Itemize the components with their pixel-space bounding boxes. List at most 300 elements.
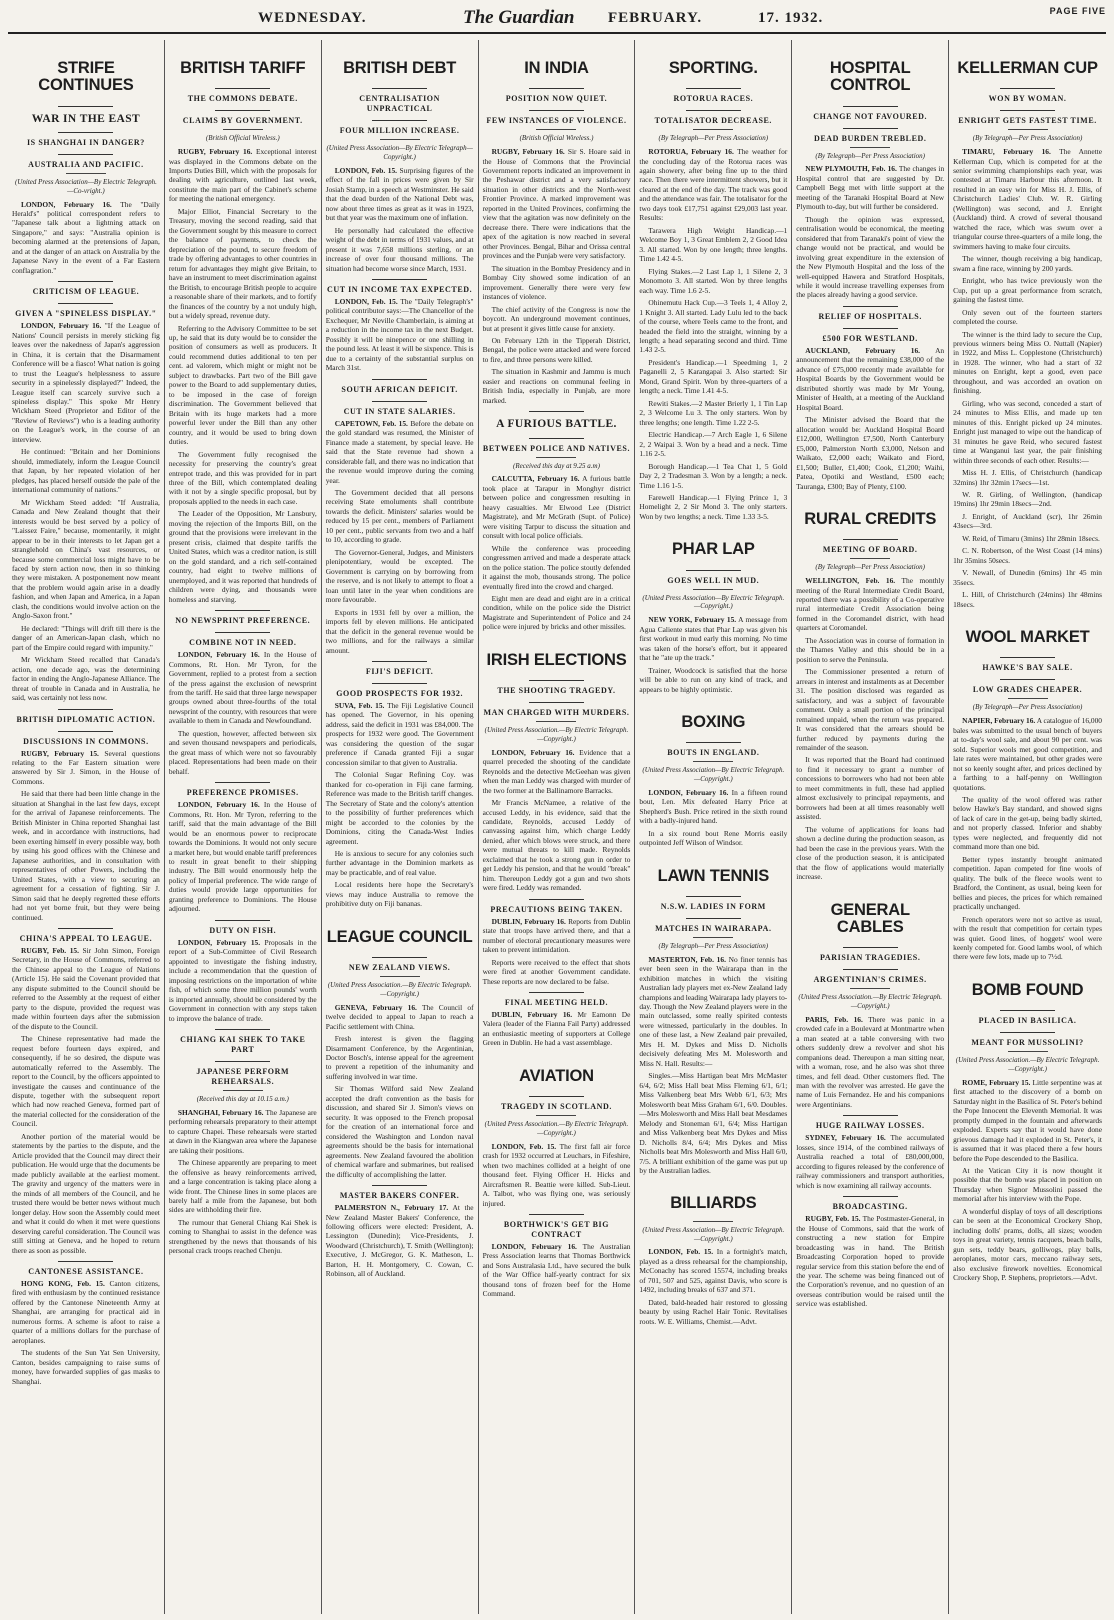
dateline: LONDON, February 15. [177, 937, 261, 947]
paragraph [953, 1166, 1102, 1204]
headline: IN INDIA [524, 59, 589, 77]
dateline: LONDON, February 16. [491, 1241, 577, 1251]
paragraph-text: Farewell Handicap.—1 Flying Prince 1, 3 Homelight 2, 2 Sir Mond 3. The only starters. Won by two lengths; a neck. Time 1.33 3-5. [639, 493, 788, 521]
dateline: SHANGHAI, February 16. [177, 1107, 264, 1117]
paragraph-text: The chief activity of the Congress is now the boycott. An underground movement continues, but at present it gives little cause for anxiety. [482, 304, 631, 333]
paragraph [796, 755, 944, 821]
dateline: MASTERTON, Feb. 16. [648, 954, 726, 964]
paragraph-text: The Japanese are performing rehearsals preparatory to their attempt to capture Chapei. These rehearsals were started at dawn in the Kiangwan area where the Japanese are taking their positions. [168, 1107, 317, 1155]
newspaper-columns [8, 40, 1106, 1614]
dateline: WELLINGTON, Feb. 16. [805, 576, 896, 586]
masthead-page-number: PAGE FIVE [1049, 6, 1106, 16]
paragraph-text: The Chinese apparently are preparing to meet the offensive as heavy reinforcements arrived, and a large concentration is taking place along a wide front. The Chinese lines in some places are barely half a mile from the Japanese, but both sides are withholding their fire. [168, 1158, 317, 1215]
paragraph-text: The Governor-General, Judges, and Ministers plenipotentiary, would be excepted. The Government is carrying on by borrowing from the reserve, and is not likely to attempt to float a loan until later in the year when conditions are more favourable. [325, 547, 474, 605]
wire-credit: (United Press Association—By Electric Telegraph.—Copyright.) [639, 761, 787, 784]
paragraph [483, 147, 631, 261]
subheadline: CUT IN INCOME TAX EXPECTED. [326, 279, 474, 295]
paragraph-text: Surprising figures of the effect of the fall in prices were given by Sir Josiah Stamp, in a speech at Westminster. He said that the dead burden of the National Debt was, now about three times as great as it was in 1923, but that year was the maximum one of inflation. [325, 165, 474, 223]
paragraph-text: The Postmaster-General, in the House of Commons, said that the work of constructing a new station for Empire broadcasting was in hand. The British Broadcasting Corporation hoped to provide regular service from this station before the end of the year. The scheme was being financed out of the Corporation's revenue, and no question of an overseas contribution would be raised until the service was established. [796, 1214, 945, 1309]
paragraph [483, 264, 631, 302]
paragraph-text: At the New Zealand Master Bakers' Conference, the following officers were elected: President, A. Lessington (Dunedin); Vice-Presidents, J. Woodward (Christchurch), T. Smith (Wellington); Executive, J. McGregor, G. K. Matheson, L. Barton, H. H. Montgomery, C. Cowan, C. Robinson, all of Auckland. [325, 1203, 474, 1279]
paragraph [639, 666, 787, 694]
headline: BILLIARDS [670, 1194, 757, 1213]
paragraph-text: In a fortnight's match, played as a dress rehearsal for the championship, McConachy has scored 15574, including breaks of 701, 507 and 525, against Davis, who score is 1492, including breaks of 637 and 371. [639, 1247, 788, 1295]
paragraph-text: Singles.—Miss Hartigan beat Mrs McMaster 6/4, 6/2; Miss Hall beat Miss Fleming 6/1, 6/1; Miss Valkenberg beat Mrs Webb 6/1, 6/3; Mrs Molesworth beat Miss Graham 6/1, 6/0. Doubles.—Mrs Molesworth and Miss Hall beat Mesdames Melody and Stoneman 6/1, 6/4; Miss Hartigan and Miss Valkenberg beat Mrs Dykes and Miss D. Nicholls 8/4, 6/4; Mrs Dykes and Miss Nicholls beat Mrs Molesworth and Miss Hall 6/0, 7/5. A brilliant exhibition of the game was put up by the Australian ladies. [639, 1071, 788, 1175]
subheadline: PLACED IN BASILICA. [953, 1010, 1102, 1026]
wire-credit: (By Telegraph—Per Press Association) [953, 698, 1102, 712]
paragraph-text: Exceptional interest was displayed in the Commons debate on the Imports Duties Bill, which with the proposals for dealing with agriculture, outlined last week, constitute the main part of the Cabinet's scheme for meeting the national emergency. [168, 147, 317, 204]
subheadline: PRECAUTIONS BEING TAKEN. [483, 899, 631, 915]
paragraph [169, 938, 317, 1023]
subheadline: IS SHANGHAI IN DANGER? [12, 132, 160, 148]
paragraph-text: Local residents here hope the Secretary's views may induce Australia to remove the prohibitive duty on Fiji bananas. [325, 880, 474, 909]
dateline: LONDON, February 16. [648, 787, 729, 797]
subheadline: THE SHOOTING TRAGEDY. [483, 680, 631, 696]
dateline: PARIS, Feb. 16. [805, 1014, 863, 1024]
wire-credit: (United Press Association—By Electric Telegraph—Copyright.) [326, 139, 474, 162]
dateline: SYDNEY, February 16. [805, 1133, 886, 1143]
paragraph-text: Before the debate on the gold standard was resumed, the Minister of Finance made a statement, by special leave. He said that the State revenue had shown a considerable fall, and there was no indication that the revenue would improve during the coming year. [325, 418, 474, 485]
column-2 [165, 40, 322, 1614]
paragraph [953, 147, 1102, 251]
paragraph [483, 1242, 631, 1299]
paragraph-text: Though the opinion was expressed, centralisation would be economical, the meeting considered that from Taranaki's point of view the change would not be practical, and would be involving great expenditure in the extension of the New Plymouth Hospital and the loss of the well-equipped Hawera and Stratford Hospitals, while it would increase travelling expenses from the places already having a good service. [796, 214, 945, 300]
article [796, 306, 944, 491]
dateline: PALMERSTON N., February 17. [334, 1203, 449, 1213]
subheadline: MATCHES IN WAIRARAPA. [639, 918, 787, 934]
paragraph [12, 1348, 160, 1386]
paragraph [953, 468, 1102, 487]
article [483, 899, 631, 986]
paragraph [639, 493, 787, 521]
article [326, 40, 474, 273]
paragraph [953, 254, 1102, 273]
paragraph-text: While the conference was proceeding congressmen arrived and made a desperate attack on the police station. The police stoutly defended it against the mob, thousands strong. The police eventually fired into the crowd and charged. [482, 543, 631, 591]
subheadline: MAN CHARGED WITH MURDERS. [483, 702, 631, 718]
paragraph-text: The weather for the concluding day of the Rotorua races was again showery, after being fine up to the third race. Then there were intermittent showers, but it cleared at the end of the day. The track was good and the attendance was fair. The totalisator for the two days took £17,751 against £29,003 last year. Results: [639, 147, 788, 223]
paragraph [639, 298, 787, 355]
article [12, 40, 160, 275]
paragraph-text: The first fall air force crash for 1932 occurred at Leuchars, in Fifeshire, when two machines collided at a height of one thousand feet. Flying Officer H. Hicks and Aircraftsmen R. Beattie were killed. Sub-Lieut. A. Talbot, who was flying one, was seriously injured. [482, 1141, 631, 1208]
article [953, 615, 1102, 962]
paragraph [326, 1084, 474, 1179]
subheadline: FOUR MILLION INCREASE. [326, 120, 474, 136]
dateline: DUBLIN, February 16. [491, 916, 566, 926]
paragraph [483, 798, 631, 893]
paragraph-text: Several questions relating to the Far Eastern situation were answered by Sir J. Simon, in the House of Commons. [12, 748, 160, 786]
paragraph-text: The situation in the Bombay Presidency and in Bombay City showed some indication of an improvement. Generally there were very few instances of violence. [482, 263, 631, 302]
paragraph-text: Better types instantly brought animated competition. Japan competed for fine wools of quality. The bulk of the fleece wools went to Bradford, the Continent, as usual, being keen for bellies and pieces, the prices for which remained practically unchanged. [953, 854, 1102, 912]
paragraph [639, 147, 787, 223]
headline: BRITISH DEBT [343, 59, 457, 77]
paragraph [326, 1003, 474, 1031]
subheadline: FEW INSTANCES OF VIOLENCE. [483, 110, 631, 126]
paragraph [326, 770, 474, 846]
paragraph-text: A catalogue of 16,000 bales was submitted to the usual bench of buyers at to-day's wool sale, and about 90 per cent. was sold. Superior wools met good competition, and late rates were maintained, but other grades were not so keenly sought after, and prices declined by a farthing to a half-penny on Wellington quotations. [953, 716, 1102, 792]
paragraph [483, 594, 631, 632]
paragraph [326, 880, 474, 908]
paragraph [12, 946, 160, 1031]
subheadline: PREFERENCE PROMISES. [169, 782, 317, 798]
headline: RURAL CREDITS [804, 509, 937, 528]
paragraph-text: The Colonial Sugar Refining Coy. was thanked for co-operation in Fiji cane farming. Reference was made to the British tariff changes. The Secretary of State and the colony's attention to the possibility of further preferences which might be accorded to the colonies by the Dominions, citing the Canada-West Indies agreement. [325, 770, 474, 846]
headline: LEAGUE COUNCIL [326, 927, 473, 946]
article [639, 700, 787, 848]
paragraph [12, 1132, 160, 1255]
paragraph [326, 1203, 474, 1279]
paragraph [12, 447, 160, 494]
paragraph [953, 568, 1102, 587]
dateline: NAPIER, February 16. [962, 716, 1036, 726]
article [169, 40, 317, 604]
paragraph-text: There was panic in a crowded cafe in a Boulevard at Montmartre when a man seated at a table conversing with two others suddenly drew a revolver and shot his companions dead. Thereupon a man sitting near, with a woman, rose, and he also was shot three times, and fell dead. Other customers fled. The man with the revolver was arrested. He gave the name of Luis Fernandez. He and his companions were Argentinians. [796, 1014, 945, 1109]
paragraph-text: C. N. Robertson, of the West Coast (14 mins) 1hr 35mins 50secs. [953, 546, 1102, 565]
paragraph [796, 825, 944, 882]
paragraph-text: Enright, who has twice previously won the Cup, put up a great performance from scratch, gaining the fastest time. [953, 276, 1102, 305]
paragraph [483, 544, 631, 591]
dateline: LONDON, February 16. [177, 650, 260, 660]
article [639, 854, 787, 1176]
dateline: GENEVA, February 16. [334, 1002, 417, 1012]
paragraph [796, 667, 944, 752]
paragraph-text: W. R. Girling, of Wellington, (handicap 19mins) 1hr 29min 18secs—2nd. [953, 490, 1102, 509]
subheadline: AUSTRALIA AND PACIFIC. [12, 154, 160, 170]
paragraph-text: Exports in 1931 fell by over a million, the imports fell by eleven millions. He anticipated that the deficit in the general revenue would be two millions, and for the railways a similar amount. [325, 607, 474, 655]
dateline: LONDON, February 16. [21, 321, 102, 331]
paragraph-text: Reports from Dublin state that troops have arrived there, and that a number of electoral precautionary measures were taken to prevent intimidation. [482, 916, 631, 955]
dateline: LONDON, February 16. [491, 747, 575, 757]
paragraph-text: The monthly meeting of the Rural Intermediate Credit Board, reported there was a possibility of a Co-operative rural intermediate Credit Association being formed in the Coromandel district, with head quarters at Coromandel. [796, 576, 945, 633]
subheadline: GOOD PROSPECTS FOR 1932. [326, 683, 474, 699]
paragraph-text: Sir John Simon, Foreign Secretary, in the House of Commons, referred to the Chinese appeal to the League of Nations (Article 15). He said the Covenant provided that any dispute submitted to the Council should be referred to the Assembly at the request of either party to the dispute, provided the request was made within fourteen days after the submission of the dispute to the Council. [12, 945, 160, 1031]
wire-credit: (United Press Association.—By Electric Telegraph.—Copyright.) [953, 1051, 1102, 1074]
article [169, 1029, 317, 1256]
paragraph-text: The Government fully recognised the necessity for preserving the country's great entrepot trade, and this was provided for in part three of the Bill, which contemplated dealing with it not by a single specific proposal, but by proposals applied to the needs in each case. [168, 449, 317, 506]
wire-credit: (By Telegraph—Per Press Association) [953, 129, 1102, 143]
paragraph [483, 1010, 631, 1048]
article [796, 1115, 944, 1190]
paragraph [953, 855, 1102, 912]
paragraph-text: Mr Eamonn De Valera (leader of the Fianna Fail Party) addressed an enthusiastic meeting of supporters at College Green in Dublin. He had a vast assemblage. [482, 1010, 631, 1048]
paragraph [639, 430, 787, 458]
paragraph-text: Referring to the Advisory Committee to be set up, he said that its duty would be to consider the position of consumers as well as producers. It could recommend duties additional to ten per cent. ad valorem, which might or might not be subject to drawbacks. Part two of the Bill gave power to the Board to add supplementary duties, to be imposed in the case of foreign discrimination. The Government believed that Britain with its huge markets had a more powerful lever under the Bill than any other country, and it would be used to bring down duties. [168, 323, 317, 447]
paragraph-text: Dated, bald-headed hair restored to glossing beauty by using Rachel Hair Tonic. Revitalises roots. W. E. Williams, Chemist.—Advt. [639, 1297, 788, 1326]
column-4 [479, 40, 636, 1614]
paragraph [953, 512, 1102, 531]
paragraph-text: W. Reid, of Timaru (3mins) 1hr 28min 18secs. [962, 533, 1100, 543]
subheadline: PARISIAN TRAGEDIES. [796, 947, 944, 963]
paragraph-text: A message from Agua Caliente states that Phar Lap was given his first workout in mud early this morning. No time was taken of the horse's effort, but it appeared that he "ate up the track." [639, 615, 788, 663]
dateline: NEW YORK, February 15. [648, 615, 737, 625]
masthead-date: 17. 1932. [758, 10, 824, 26]
wire-credit: (United Press Association—By Electric Telegraph.—Co-vright.) [12, 173, 160, 196]
subheadline: MASTER BAKERS CONFER. [326, 1185, 474, 1201]
subheadline: HAWKE'S BAY SALE. [953, 657, 1102, 673]
paragraph-text: He continued: "Britain and her Dominions should, immediately, inform the League Council that Japan, by her repeated violation of her pledges, has placed herself outside the pale of the international community of nations." [12, 447, 160, 495]
paragraph [639, 226, 787, 264]
paragraph-text: The Government decided that all persons receiving State emoluments shall contribute towards the deficit. Ministers' salaries would be reduced by 15 per cent., members of Parliament 10 per cent., public servants from two and a half to 10, according to grade. [325, 488, 474, 545]
subheadline: CUT IN STATE SALARIES. [326, 401, 474, 417]
paragraph-text: He said that there had been little change in the situation at Shanghai in the last few days, except for the arrival of Japanese reinforcements. The British Minister in China reported Shanghai last week, and in accordance with instructions, had been exerting himself in every possible way, both by using his good offices with the Chinese and Japanese authorities, and in consultation with representatives of other Powers, including the United States, with a view to securing an agreement for a cessation of fighting. Sir J. Simon said that he deeply regretted these efforts had not yet borne fruit, but they were being continued. [12, 789, 160, 922]
paragraph [639, 1298, 787, 1326]
paragraph [326, 548, 474, 605]
dateline: RUGBY, February 16. [491, 147, 565, 157]
paragraph [169, 1218, 317, 1256]
paragraph [796, 576, 944, 633]
paragraph [326, 1034, 474, 1081]
dateline: ROME, February 15. [962, 1077, 1031, 1087]
subheadline: GOES WELL IN MUD. [639, 570, 787, 586]
headline: PHAR LAP [671, 540, 755, 559]
paragraph-text: The question, however, affected between six and seven thousand newspapers and periodicals, the great mass of which were not so favourably placed. Representations had been made on their behalf. [168, 728, 317, 776]
headline: WOOL MARKET [965, 628, 1090, 647]
subheadline: ROTORUA RACES. [639, 88, 787, 104]
paragraph-text: He declared: "Things will drift till there is the danger of an American-Japan clash, which no part of the Empire could regard with impunity." [12, 623, 160, 652]
paragraph [483, 917, 631, 955]
paragraph [12, 498, 160, 621]
subheadline: LOW GRADES CHEAPER. [953, 679, 1102, 695]
subheadline: WON BY WOMAN. [953, 88, 1102, 104]
paragraph [169, 800, 317, 914]
paragraph [326, 488, 474, 545]
paragraph-text: The Association was in course of formation in the Thames Valley and this should be in a position to serve the Peninsula. [796, 635, 945, 664]
subheadline: BORTHWICK'S GET BIG CONTRACT [483, 1214, 631, 1240]
paragraph [796, 415, 944, 491]
wire-credit: (Received this day at 9.25 a.m) [483, 457, 631, 471]
paragraph [639, 788, 787, 826]
subheadline: NEW ZEALAND VIEWS. [326, 957, 474, 973]
paragraph-text: He is anxious to secure for any colonies such further advantage in the Dominion markets as may be practicable, and of real value. [325, 849, 474, 877]
paragraph-text: It was reported that the Board had continued to find it necessary to grant a number of concessions to borrowers who had not been able to meet commitments in full, these had applied almost exclusively to principal repayments, and borrowers had been at all times reasonably well assisted. [796, 755, 945, 822]
paragraph [796, 1133, 944, 1190]
paragraph-text: Only seven out of the fourteen starters completed the course. [953, 307, 1102, 327]
paragraph [326, 226, 474, 273]
subheadline: RELIEF OF HOSPITALS. [796, 306, 944, 322]
masthead-day: WEDNESDAY. [258, 10, 367, 26]
paragraph-text: President's Handicap.—1 Speedming 1, 2 Paganelli 2, 5 Karangapai 3. Also started: Sir Mond, Grand Spirit. Won by three-quarters of a length; a neck. Time 1.41 4-5. [639, 357, 788, 396]
paragraph [483, 336, 631, 364]
paragraph [169, 1108, 317, 1155]
subheadline: CLAIMS BY GOVERNMENT. [169, 110, 317, 126]
article [796, 888, 944, 1110]
dateline: LONDON, Feb. 15. [334, 296, 398, 306]
paragraph-text: Proposals in the report of a Sub-Committee of Civil Research appointed to investigate the fishing industry, include a recommendation that the question of imposing restrictions on the importation of white fish, of which some three million pounds' worth is imported annually, should be considered by the Government in connection with any steps taken to improve the balance of trade. [168, 937, 317, 1023]
paragraph-text: In a fifteen round bout, Len. Mix defeated Harry Price at Shepherd's Bush. Price retired in the sixth round with a badly-injured hand. [639, 787, 788, 826]
column-6 [792, 40, 949, 1614]
paragraph-text: The quality of the wool offered was rather below Hawke's Bay standard, and showed signs of lack of care in the get-up, being badly skirted, and not properly classed. Inferior and shabby types were neglected, and frequently did not command more than one bid. [953, 794, 1102, 852]
paragraph [169, 729, 317, 776]
paragraph-text: The students of the Sun Yat Sen University, Canton, besides campaigning to raise sums of money, have forwarded supplies of gas masks to Shanghai. [12, 1348, 160, 1386]
paragraph [326, 849, 474, 877]
headline: STRIFE CONTINUES [38, 59, 134, 95]
paragraph-text: The Council of twelve decided to appeal to Japan to reach a Pacific settlement with China. [325, 1002, 474, 1031]
paragraph [483, 305, 631, 333]
subheadline: MEANT FOR MUSSOLINI? [953, 1032, 1102, 1048]
paragraph-text: A furious battle took place at Tarapur in Monghyr district between police and congressmen resulting in heavy casualties. Mr Elwood Lee (District Magistrate), and Mr McGrath (Supt. of Police) were visiting Tarpur to discuss the situation and consult with local police officials. [482, 474, 631, 541]
paragraph-text: The Commissioner presented a return of arrears in interest and instalments as at December 31. The position disclosed was regarded as satisfactory, and was a subject of favourable comment. Only a small portion of the principal remained unpaid, when the return was prepared. It was considered that the arrears should be further reduced by payments during the remainder of the season. [796, 667, 945, 752]
article [483, 1214, 631, 1299]
paragraph-text: Sir Thomas Wilford said New Zealand accepted the draft convention as the basis for discussion, and shared Sir J. Simon's views on security. It was opposed to the French proposal for the creation of an international force and considered the Washington and London naval agreements should be the basis for international agreements. New Zealand favoured the abolition of chemical warfare and submarines, but realised the difficulty of accomplishing the latter. [325, 1084, 474, 1179]
subheadline: POSITION NOW QUIET. [483, 88, 631, 104]
paragraph-text: Sir S. Hoare said in the House of Commons that the Provincial Government reports indicated an improvement in the Peshawar district and a very satisfactory situation in other districts and the North-west Frontier Province. A marked improvement was reported in the United Provinces, confirming the view that the agitation was now definitely on the decrease there. There were indications that the apex of the agitation is now reached in several other Provinces. Bengal, Bihar and Orissa central provinces and the Punjab were very satisfactory. [482, 147, 631, 261]
subheadline: DEAD BURDEN TREBLED. [796, 128, 944, 144]
subheadline: MEETING OF BOARD. [796, 539, 944, 555]
paragraph-text: Mr Wickham Steed recalled that Canada's action, one decade ago, was the determining factor in ending the Anglo-Japanese Alliance. The threat of trouble in Canada and in Australia, he said, was certainly not less now. [12, 655, 160, 703]
paragraph-text: The winner is the third lady to secure the Cup, previous winners being Miss O. Nuttall (Napier) in 1922, and Miss L. Copplestone (Christchurch) in 1928. The winner, who had a start of 32 minutes on Enright, kept a good, even pace throughout, and was accorded an ovation on finishing. [953, 329, 1102, 396]
paragraph-text: The accumulated losses, since 1914, of the combined railways of Australia reached a total of £80,000,000, according to figures released by the conference of railway commissioners and transport authorities, which is now examining all railway accounts. [796, 1133, 945, 1190]
subheadline: CHIANG KAI SHEK TO TAKE PART [169, 1029, 317, 1055]
article [169, 920, 317, 1023]
paragraph [639, 358, 787, 396]
paragraph [639, 462, 787, 490]
paragraph [639, 829, 787, 848]
dateline: TIMARU, February 16. [962, 147, 1051, 157]
paragraph [953, 590, 1102, 609]
paragraph [639, 615, 787, 662]
paragraph [483, 958, 631, 986]
subheadline: £500 FOR WESTLAND. [796, 328, 944, 344]
wire-credit: (United Press Association—By Electric Telegraph.—Copyright.) [639, 1221, 787, 1244]
headline: IRISH ELECTIONS [486, 650, 627, 669]
subheadline: ARGENTINIAN'S CRIMES. [796, 969, 944, 985]
paragraph [953, 276, 1102, 304]
paragraph [953, 399, 1102, 465]
wire-credit: (Received this day at 10.15 a.m.) [169, 1090, 317, 1104]
paragraph [169, 207, 317, 321]
paragraph-text: The Fiji Legislative Council has opened. The Governor, in his opening address, said the deficit in 1931 was £84,000. The prospects for 1932 were good. The Government was considering the question of the sugar preference if Canada granted Fiji a sugar concession similar to that given to Australia. [325, 700, 474, 767]
article [326, 915, 474, 1179]
subheadline: FINAL MEETING HELD. [483, 992, 631, 1008]
subheadline: ENRIGHT GETS FASTEST TIME. [953, 110, 1102, 126]
paragraph [953, 534, 1102, 543]
headline: KELLERMAN CUP [957, 59, 1098, 77]
wire-credit: (By Telegraph—Per Press Association) [796, 558, 944, 572]
dateline: LONDON, Feb. 15. [334, 165, 397, 175]
dateline: LONDON, Feb. 15. [491, 1141, 557, 1151]
paragraph-text: Tarawera High Weight Handicap.—1 Welcome Boy 1, 3 Great Emblem 2, 2 Good Idea 3. All started. Won by one length; three lengths. Time 1.42 4-5. [639, 225, 788, 264]
paragraph [326, 608, 474, 655]
paragraph [639, 1247, 787, 1294]
article [796, 497, 944, 882]
subheadline: SOUTH AFRICAN DEFICIT. [326, 379, 474, 395]
paragraph-text: Electric Handicap.—7 Arch Eagle 1, 6 Silene 2, 2 Waipai 3. Won by a head and a neck. Time 1.16 2-5. [639, 430, 788, 459]
paragraph-text: In a six round bout Rene Morris easily outpointed Jeff Wilson of Windsor. [639, 828, 788, 848]
wire-credit: (By Telegraph—Per Press Association) [639, 129, 787, 143]
article [326, 661, 474, 909]
column-1 [8, 40, 165, 1614]
paragraph-text: French operators were not so active as usual, with the result that competition for certain types was quiet. Good lines, of hoggets' wool were keenly competed for. Good lambs wool, of which there were few lots, made up to 7½d. [953, 914, 1102, 962]
paragraph-text: Ohinemutu Hack Cup.—3 Teels 1, 4 Alloy 2, 1 Knight 3. All started. Lady Lulu led to the back of the course, where Teels came to the front, and headed the field into the straight, winning by a length; a head separating second and third. Time 1.43 2-5. [639, 298, 788, 355]
dateline: DUBLIN, February 16. [491, 1010, 573, 1019]
paragraph [12, 1279, 160, 1345]
dateline: SUVA, Feb. 15. [334, 700, 385, 710]
paragraph-text: At the Vatican City it is now thought it possible that the bomb was placed in position on Thursday when Signor Mussolini passed the memorial after his interview with the Pope. [953, 1165, 1102, 1204]
paragraph-text: Canton citizens, fired with enthusiasm by the continued resistance offered by the Cantonese Nineteenth Army at Shanghai, are arranging for practical aid in numerous forms. A scheme is afoot to raise a quarter of a millions dollars for the purchase of aeroplanes. [12, 1278, 160, 1345]
dateline: LONDON, Feb. 15. [648, 1247, 714, 1257]
paragraph-text: Miss H. J. Ellis, of Christchurch (handicap 32mins) 1hr 32min 17secs—1st. [953, 468, 1102, 487]
paragraph [12, 749, 160, 787]
dateline: RUGBY, Feb. 15. [805, 1214, 861, 1224]
paragraph [796, 636, 944, 664]
article [169, 610, 317, 776]
paragraph-text: Flying Stakes.—2 Last Lap 1, 1 Silene 2, 3 Monomoto 3. All started. Won by three lengths each way. Time 1.6 2-5. [639, 266, 788, 295]
paragraph [483, 367, 631, 405]
paragraph [953, 490, 1102, 509]
paragraph-text: No finer tennis has ever been seen in the Wairarapa than in the exhibition matches in which the visiting Australian lady players met ex-New Zealand lady champions and leading Wairarapa lady players to-day. Though the New Zealand players were in the main outclassed, some really spirited contests were witnessed, particularly in the doubles. In one of these last, a New Zealand pair prevailed, Mrs H. M. Dykes and Miss D. Nicholls decisively defeating Mrs M. Molesworth and Miss N. Hall. Results:— [639, 954, 788, 1068]
wire-credit: (British Official Wireless.) [169, 129, 317, 143]
article [953, 968, 1102, 1283]
paragraph [326, 297, 474, 373]
paragraph-text: The Leader of the Opposition, Mr Lansbury, moving the rejection of the Imports Bill, on the ground that the provisions were irrelevant in the present crisis, claimed that despite tariffs the United States, which was a creditor nation, is still on the gold standard, and a rich self-contained country, had eight to twelve millions of unemployed, and it was reported that hundreds of children were dying, and thousands were homeless and starving. [168, 509, 317, 604]
paragraph [953, 1207, 1102, 1283]
article [639, 40, 787, 521]
paragraph-text: The changes in Hospital control that are suggested by Dr. Campbell Begg met with little support at the meeting of the Taranaki Hospital Board at New Plymouth to-day, but will further be considered. [796, 164, 945, 212]
headline: BRITISH TARIFF [180, 59, 306, 77]
dateline: RUGBY, February 15. [21, 748, 99, 758]
dateline: ROTORUA, February 16. [648, 147, 734, 157]
subheadline: DUTY ON FISH. [169, 920, 317, 936]
paragraph-text: The "Daily Herald's" political correspondent refers to "Japanese talk about a lightning attack on Singapore," and says: "Australia opinion is becoming alarmed at the pretensions of Japan, and at the danger of an attack on Australia by the Japanese Navy in the event of a Far Eastern conflagration." [12, 199, 160, 275]
paragraph-text: Evidence that a quarrel preceded the shooting of the candidate Reynolds and the detective McGeehan was given when the man Leddy was charged with murder of the two former at the Ballinamore Barracks. [482, 747, 631, 795]
paragraph-text: The volume of applications for loans had shown a decline during the production season, as had been the case in the previous years. With the close of the production season, it is anticipated that the flow of applications would materially increase. [796, 824, 945, 882]
paragraph [483, 748, 631, 795]
paragraph [12, 321, 160, 444]
article [483, 411, 631, 632]
wire-credit: (United Press Association—By Electric Telegraph.—Copyright.) [639, 589, 787, 612]
dateline: AUCKLAND, February 16. [805, 345, 921, 355]
paragraph [639, 267, 787, 295]
masthead-title: The Guardian [463, 7, 575, 28]
paragraph [169, 324, 317, 447]
paragraph [639, 1071, 787, 1175]
paragraph [796, 164, 944, 211]
paragraph [796, 215, 944, 300]
paragraph-text: V. Newall, of Dunedin (6mins) 1hr 45 min 35secs. [953, 568, 1102, 587]
dateline: CALCUTTA, February 16. [491, 474, 580, 484]
dateline: NEW PLYMOUTH, Feb. 16. [805, 164, 897, 174]
article [326, 379, 474, 655]
paragraph [796, 1214, 944, 1309]
paragraph-text: The situation in Kashmir and Jammu is much easier and reactions on communal feeling in British India, especially in Punjab, are more marked. [482, 367, 631, 405]
headline: BOXING [681, 712, 746, 731]
wire-credit: (By Telegraph—Per Press Association) [796, 147, 944, 161]
paragraph [953, 1078, 1102, 1163]
paragraph-text: Mr Francis McNamee, a relative of the accused Leddy, in his evidence, said that the candidate, Reynolds, accused Leddy of canvassing against him, which charge Leddy denied, after which blows were struck, and there were mutual threats to kill made. Reynolds exclaimed that he took a strong gun in order to get Leddy his pension, and that he would "break" him. Thereupon Leddy got a gun and two shots were fired. Leddy was remanded. [482, 798, 631, 893]
wire-credit: (By Telegraph—Per Press Association) [639, 937, 787, 951]
paragraph-text: J. Enright, of Auckland (scr), 1hr 26min 43secs—3rd. [953, 511, 1102, 531]
paragraph [953, 915, 1102, 962]
paragraph [953, 716, 1102, 792]
dateline: RUGBY, February 16. [177, 147, 253, 157]
wire-credit: (United Press Association.—By Electric Telegraph.—Copyright.) [483, 1115, 631, 1138]
paragraph [639, 399, 787, 427]
paragraph [796, 1015, 944, 1110]
article [12, 928, 160, 1255]
article [483, 40, 631, 405]
paragraph [12, 655, 160, 702]
dateline: LONDON, February 16. [177, 800, 260, 810]
paragraph [953, 795, 1102, 852]
headline: AVIATION [519, 1066, 594, 1085]
subheadline: CHINA'S APPEAL TO LEAGUE. [12, 928, 160, 944]
article [639, 1181, 787, 1326]
subheadline: TOTALISATOR DECREASE. [639, 110, 787, 126]
article [483, 638, 631, 893]
wire-credit: (United Press Association.—By Electric Telegraph.—Copyright.) [796, 988, 944, 1011]
dateline: LONDON, February 16. [21, 199, 112, 209]
paragraph [326, 701, 474, 767]
paragraph [483, 1142, 631, 1208]
